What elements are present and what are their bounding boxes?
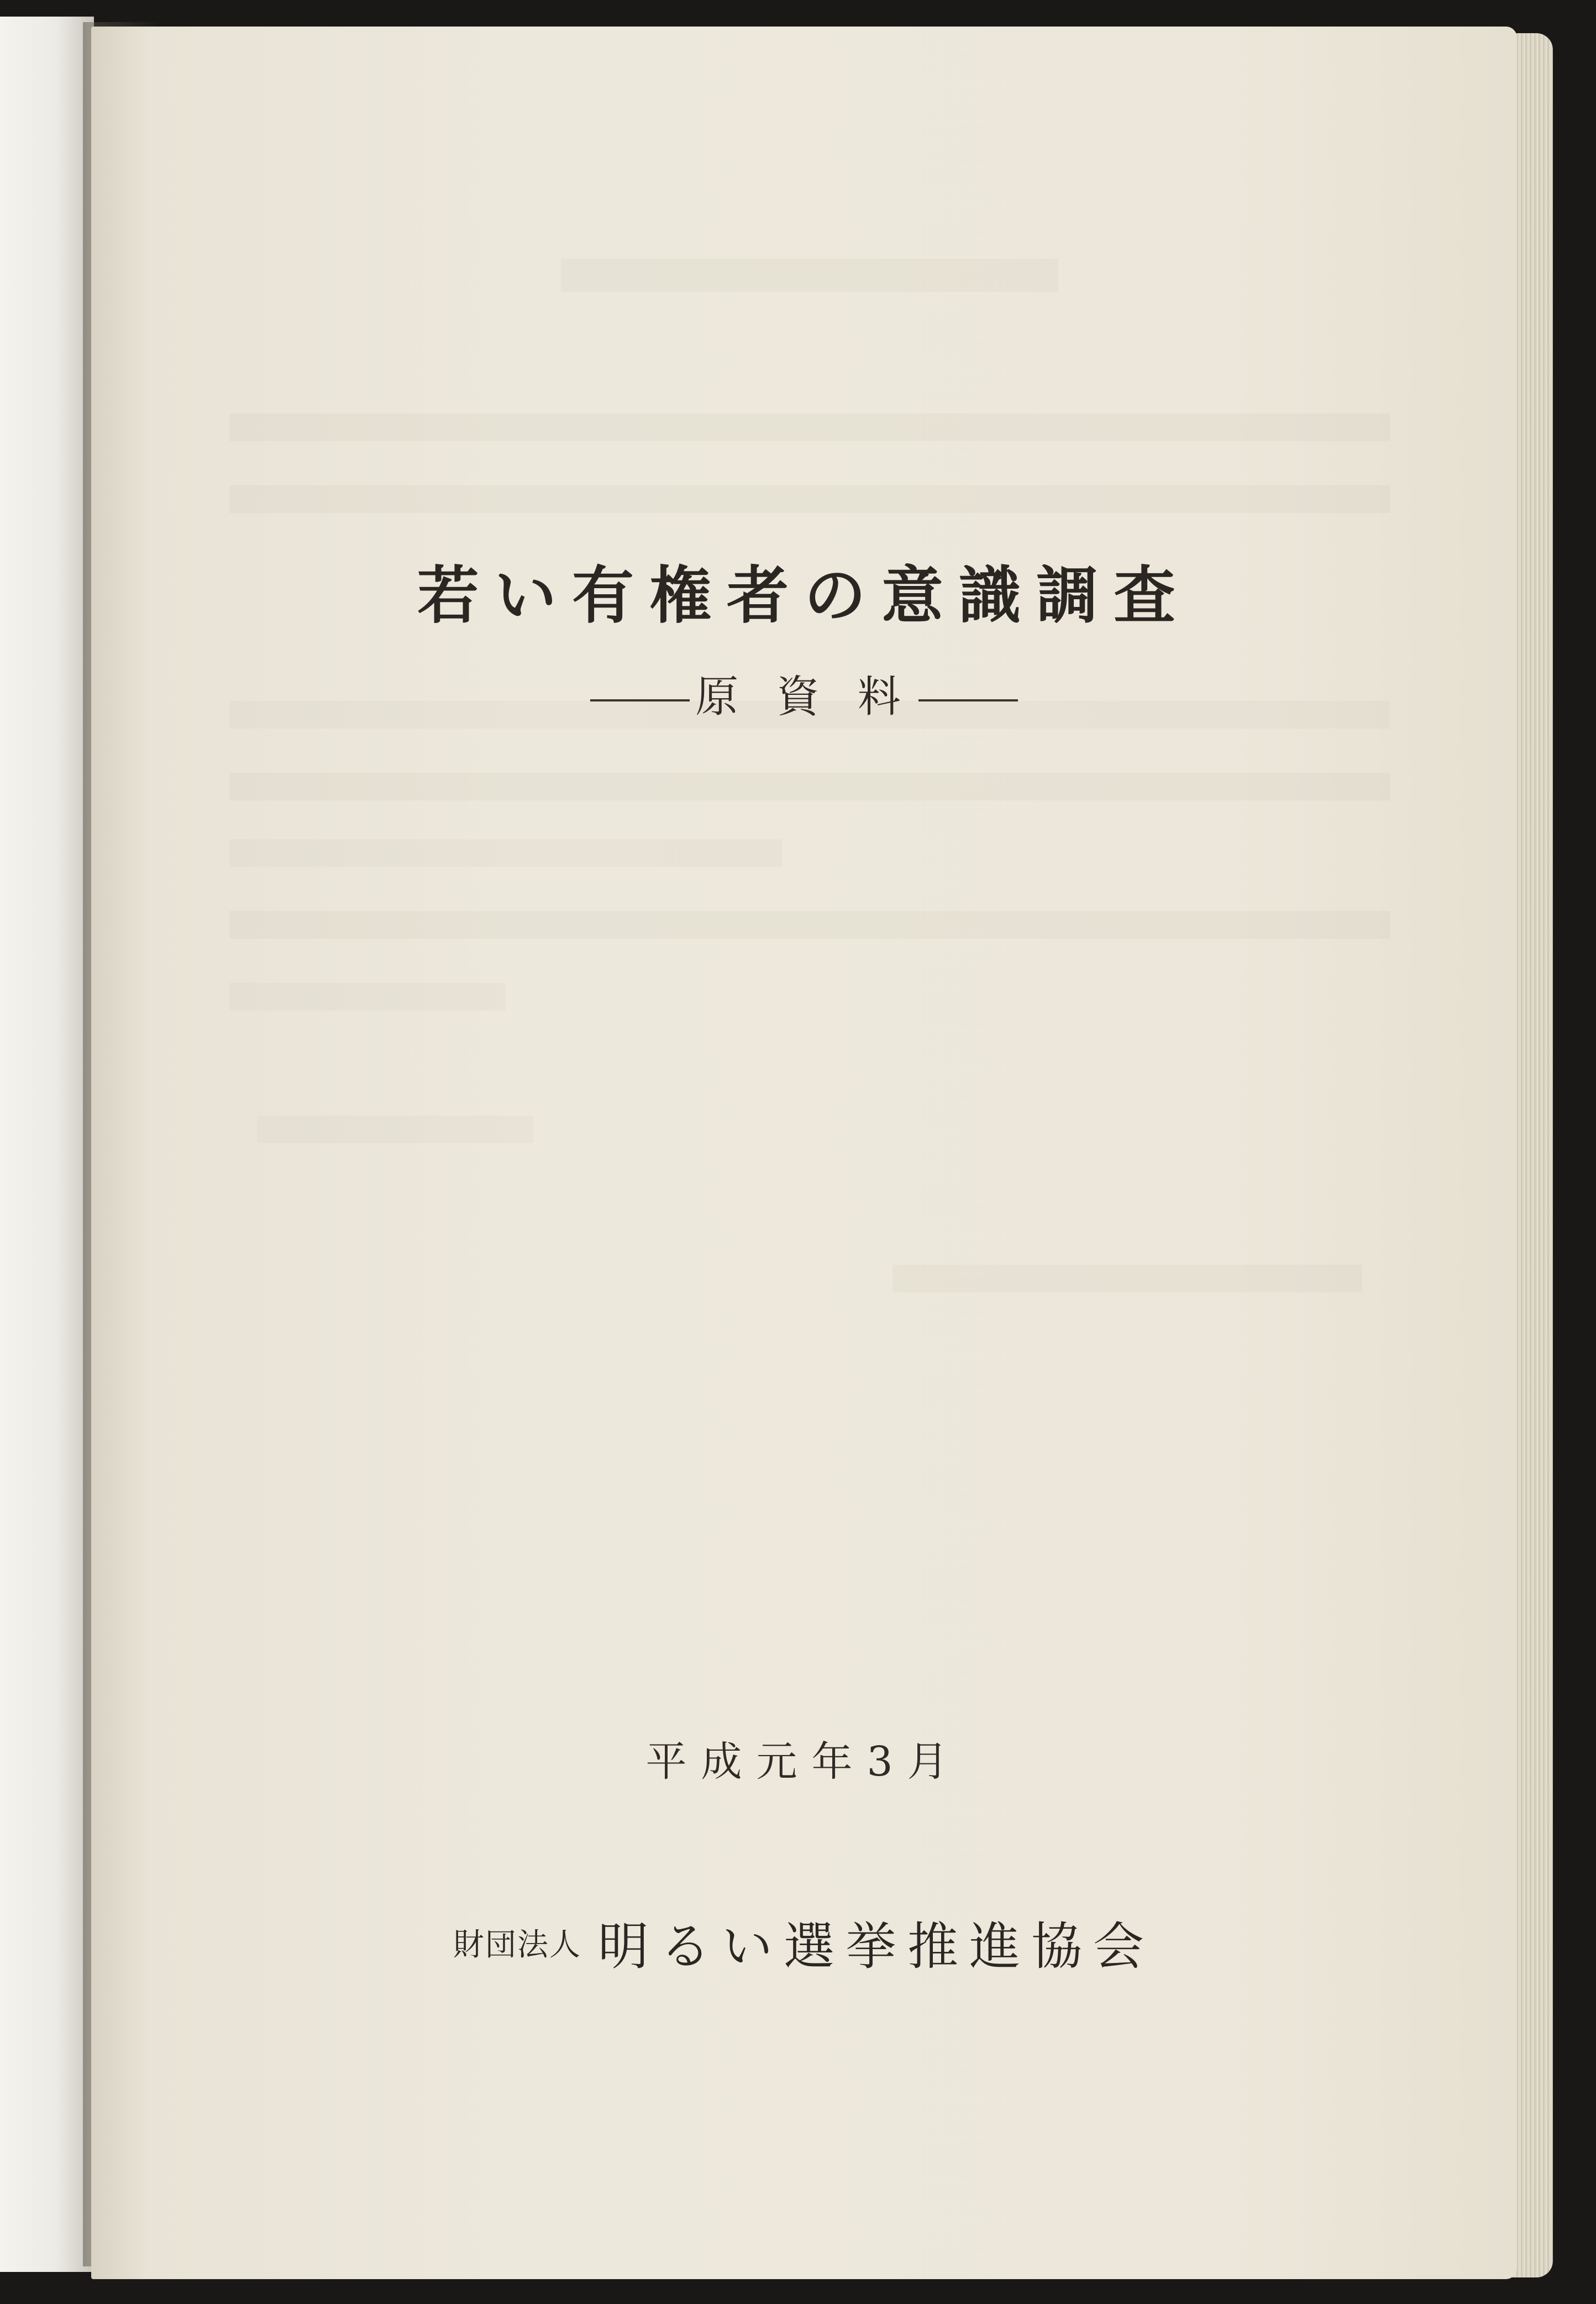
subtitle-dash-left: [590, 699, 690, 701]
publication-date: 平成元年3月: [645, 1738, 963, 1785]
show-through-line: [257, 1116, 533, 1143]
title-page: [91, 27, 1517, 2279]
subtitle-text: 原 資 料: [695, 672, 913, 722]
show-through-line: [229, 773, 1390, 800]
show-through-line: [229, 911, 1390, 939]
show-through-line: [229, 983, 506, 1010]
show-through-line: [229, 485, 1390, 513]
left-page-edge: [0, 17, 94, 2272]
publisher-name: 明るい選挙推進協会: [597, 1917, 1155, 1976]
show-through-line: [229, 839, 782, 867]
publisher-prefix: 財団法人: [453, 1927, 581, 1963]
publisher: [91, 1906, 1517, 1979]
show-through-line: [229, 413, 1390, 441]
subtitle-dash-right: [918, 699, 1018, 701]
show-through-heading: [561, 259, 1058, 292]
document-title: 若い有権者の意識調査: [417, 559, 1191, 632]
document-subtitle: [91, 662, 1517, 724]
show-through-line: [893, 1265, 1362, 1292]
